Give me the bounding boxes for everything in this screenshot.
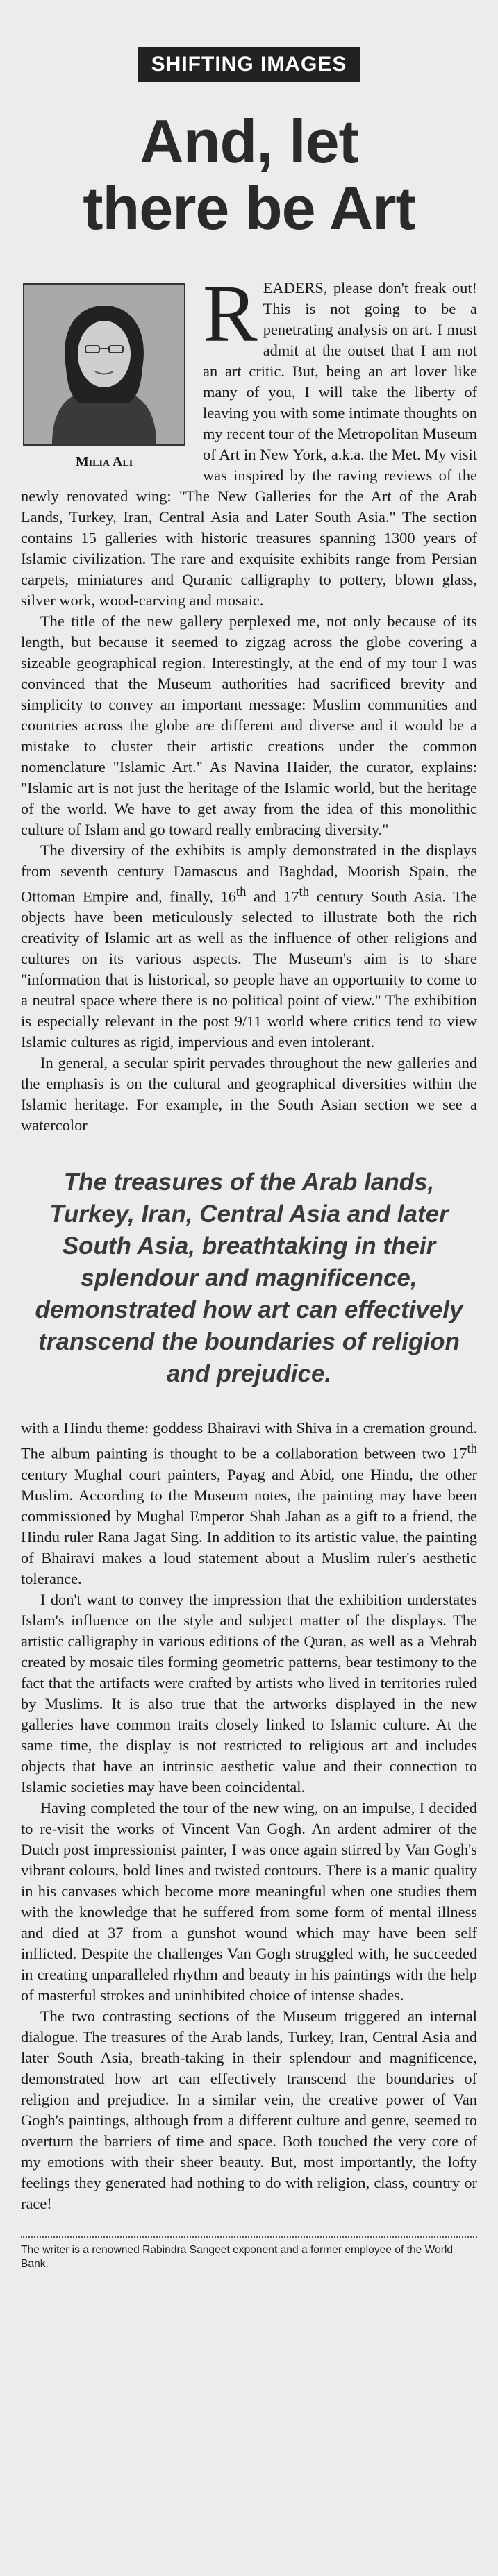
headline bbox=[21, 108, 477, 242]
paragraph-5-text-b: century Mughal court painters, Payag and Abid, one Hindu, the other Muslim. According to the Museum notes, the painting may have been commissioned by Mughal Emperor Shah Jahan as a gift to a friend, the Hindu ruler Rana Jagat Sing. In addition to its artistic value, the painting of Bhairavi makes a loud statement about a Muslim ruler's aesthetic tolerance. bbox=[21, 1465, 477, 1587]
headline-line-1: And, let bbox=[140, 107, 358, 176]
paragraph-3-text-b: and 17 bbox=[246, 887, 299, 905]
ordinal-suffix: th bbox=[299, 885, 310, 899]
section-header bbox=[21, 0, 477, 82]
paragraph-5-text-a: with a Hindu theme: goddess Bhairavi with Shiva in a cremation ground. The album painting is thought to be a collaboration between two 17 bbox=[21, 1419, 477, 1462]
ordinal-suffix: th bbox=[235, 885, 247, 899]
paragraph-3-text-c: century South Asia. The objects have been meticulously selected to illustrate both the rich creativity of Islamic art as well as the influence of other religions and cultures on its various aspects. The Museum's aim is to share "information that is historical, so people have an opportunity to come to a neutral space where there is no political point of view." The exhibition is especially relevant in the post 9/11 world where critics tend to view Islamic cultures as rigid, impervious and even intolerant. bbox=[21, 887, 477, 1051]
drop-cap: R bbox=[203, 268, 258, 359]
paragraph-7: Having completed the tour of the new wing, on an impulse, I decided to re-visit the works of Vincent Van Gogh. An ardent admirer of the Dutch post impressionist painter, I was once again stirred by Van Gogh's vibrant colours, bold lines and twisted contours. There is a manic quality in his canvases which become more meaningful when one studies them with the knowledge that he suffered from some form of mental illness and died at 37 from a gunshot wound which may have been self inflicted. Despite the challenges Van Gogh struggled with, he succeeded in creating unparalleled rhythm and beauty in his paintings with the help of masterful strokes and uninhibited choice of intense shades. bbox=[21, 1798, 477, 2004]
paragraph-3-text-a: The diversity of the exhibits is amply demonstrated in the displays from seventh century Damascus and Baghdad, Moorish Spain, the Ottoman Empire and, finally, 16 bbox=[21, 842, 477, 905]
paragraph-8: The two contrasting sections of the Museum triggered an internal dialogue. The treasures of the Arab lands, Turkey, Iran, Central Asia and later South Asia, breath-taking in their splendour and magnificence, demonstrated how art can effectively transcend the boundaries of religion and prejudice. In a similar vein, the creative power of Van Gogh's paintings, although from a different culture and genre, seemed to overturn the barriers of time and space. Both touched the very core of my emotions with their sheer beauty. But, most importantly, the lofty feelings they generated had nothing to do with religion, class, country or race! bbox=[21, 2007, 477, 2212]
pull-quote: The treasures of the Arab lands, Turkey, Iran, Central Asia and later South Asia, breathtaking in their splendour and magnificence, demonstrated how art can effectively transcend the boundaries of religion and prejudice. bbox=[35, 1169, 463, 1388]
portrait-photo-icon bbox=[23, 283, 185, 446]
paragraph-5 bbox=[21, 1418, 477, 1589]
author-byline: Milia Ali bbox=[75, 454, 133, 469]
author-box bbox=[21, 283, 188, 472]
paragraph-4: In general, a secular spirit pervades throughout the new galleries and the emphasis is on the cultural and geographical diversities within the Islamic heritage. For example, in the South Asian section we see a watercolor bbox=[21, 1054, 477, 1135]
ordinal-suffix: th bbox=[467, 1441, 477, 1457]
headline-line-2: there be Art bbox=[83, 174, 415, 242]
paragraph-2: The title of the new gallery perplexed me, not only because of its length, but because it seemed to zigzag across the globe covering a sizeable geographical region. Interestingly, at the end of my tour I was convinced that the Museum authorities had sacrificed brevity and simplicity to convey an important message: Muslim communities and countries across the globe are different and diverse and it would be a mistake to cluster their artistic creations under the common nomenclature "Islamic Art." As Navina Haider, the curator, explains: "Islamic art is not just the heritage of the Islamic world, but the heritage of the world. We have to get away from the idea of this monolithic culture of Islam and go toward really embracing diversity." bbox=[21, 612, 477, 838]
author-footnote: The writer is a renowned Rabindra Sangeet exponent and a former employee of the World Bank. bbox=[21, 2243, 454, 2270]
paragraph-3 bbox=[21, 840, 477, 1053]
paragraph-6: I don't want to convey the impression that the exhibition understates Islam's influence on the style and subject matter of the displays. The artistic calligraphy in various editions of the Quran, as well as a Mehrab created by mosaic tiles forming geometric patterns, bear testimony to the fact that the artifacts were crafted by artists who lived in territories ruled by Muslims. It is also true that the artworks displayed in the new galleries have common traits closely linked to Islamic culture. At the same time, the display is not restricted to religious art and includes objects that have an intrinsic aesthetic value and their connection to Islamic societies may have been coincidental. bbox=[21, 1590, 477, 1796]
section-label: SHIFTING IMAGES bbox=[138, 47, 361, 82]
article-body bbox=[21, 268, 477, 2214]
paragraph-1-text: EADERS, please don't freak out! This is not going to be a penetrating analysis on art. I must admit at the outset that I am not an art critic. But, being an art lover like many of you, I will take the liberty of leaving you with some intimate thoughts on my recent tour of the Metropolitan Museum of Art in New York, a.k.a. the Met. My visit was inspired by the raving reviews of the newly renovated wing: "The New Galleries for the Art of the Arab Lands, Turkey, Iran, Central Asia and Later South Asia." The section contains 15 galleries with historic treasures spanning 1300 years of Islamic civilization. The rare and exquisite exhibits range from Persian carpets, miniatures and Quranic calligraphy to pottery, blown glass, silver work, wood-carving and mosaic. bbox=[21, 279, 477, 609]
